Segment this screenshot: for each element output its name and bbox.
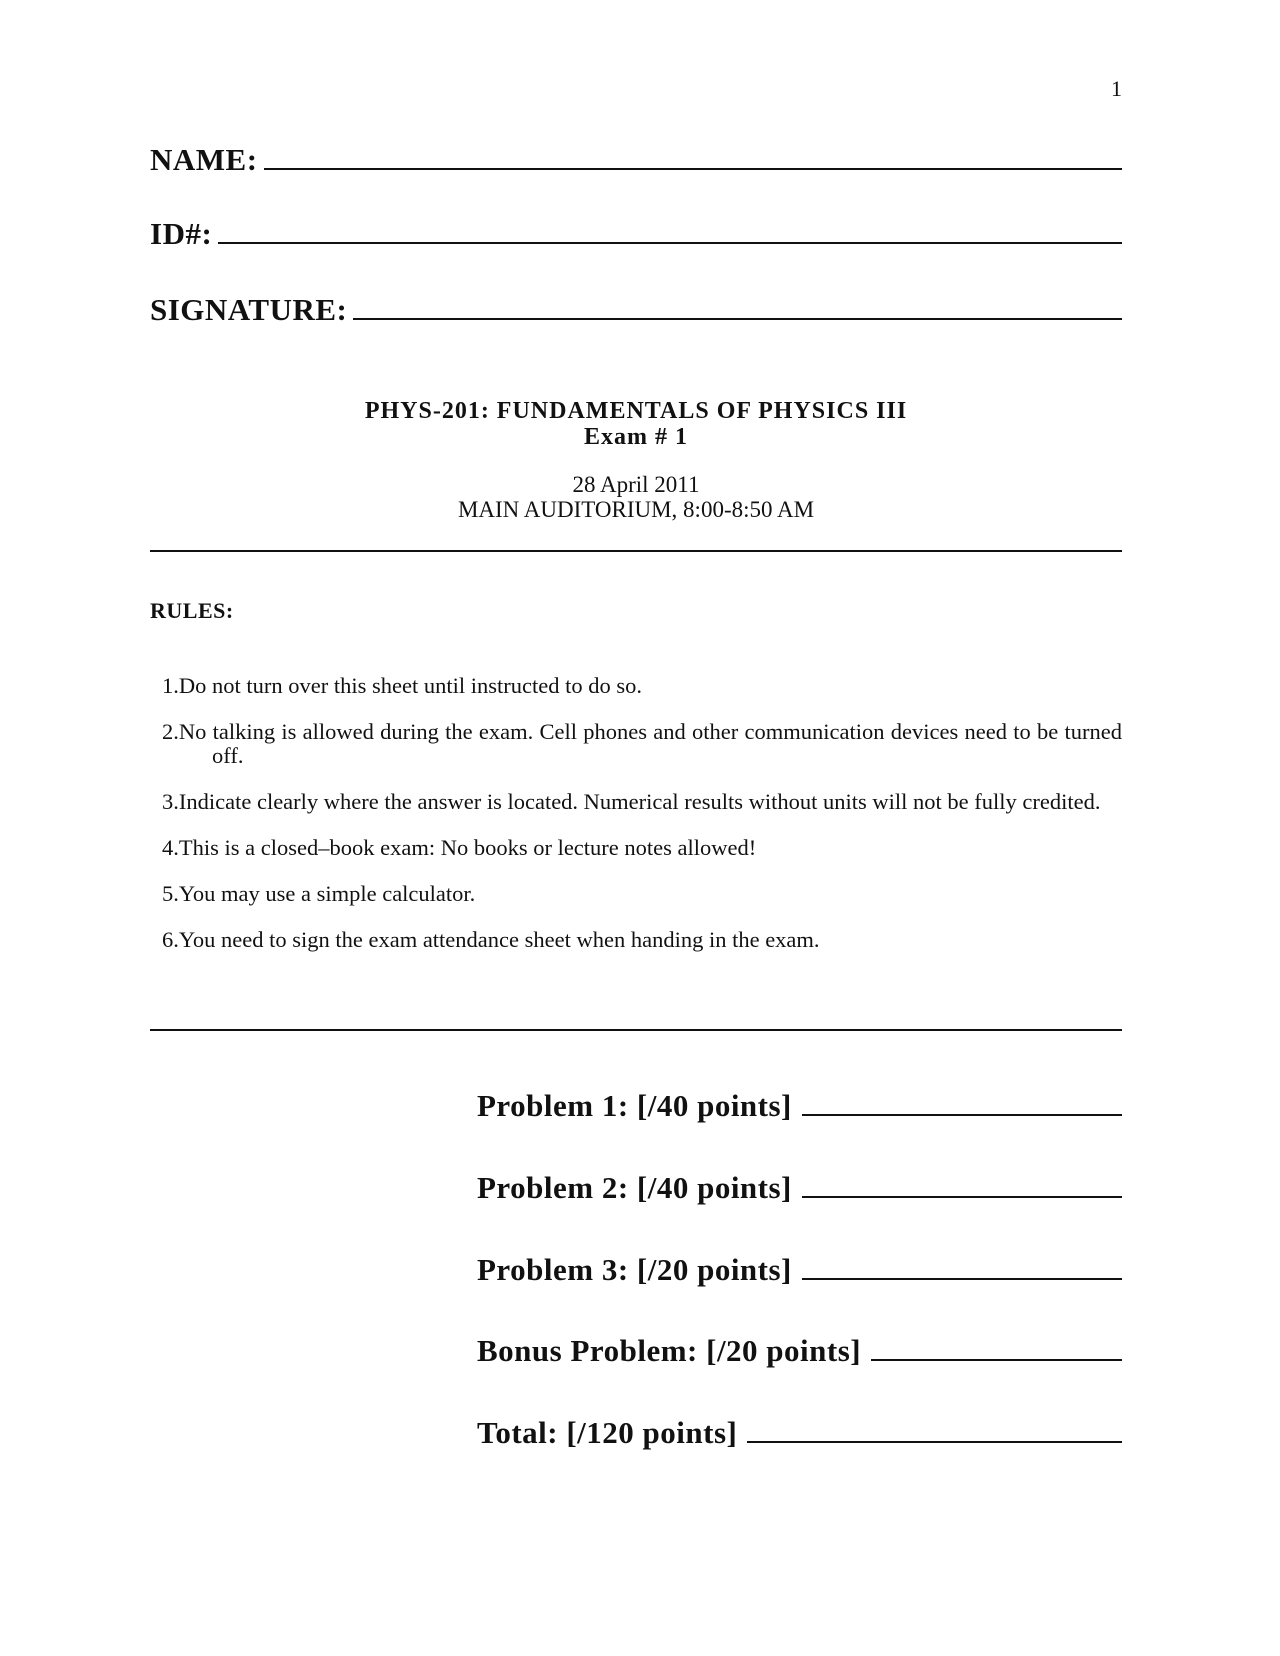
signature-field[interactable]: [150, 292, 1122, 328]
rules-heading: RULES:: [150, 598, 234, 623]
rule-item: [162, 836, 1122, 860]
score-problem-3-blank[interactable]: [802, 1278, 1122, 1280]
id-label: ID#:: [150, 216, 213, 251]
rule-text: This is a closed–book exam: No books or lecture notes allowed!: [178, 835, 757, 860]
rule-item: [162, 882, 1122, 906]
score-bonus-blank[interactable]: [871, 1359, 1122, 1361]
rule-number: 3.: [162, 789, 179, 814]
rule-text: Do not turn over this sheet until instructed to do so.: [178, 673, 642, 698]
rule-item: [162, 674, 1122, 698]
rule-text: You need to sign the exam attendance sheet when handing in the exam.: [178, 927, 820, 952]
rule-number: 2.: [162, 719, 179, 744]
page-number: 1: [1111, 76, 1122, 101]
divider-bottom: [150, 1029, 1122, 1031]
name-blank-line[interactable]: [264, 168, 1122, 170]
id-blank-line[interactable]: [218, 242, 1122, 244]
rule-text: No talking is allowed during the exam. Cell phones and other communication devices need to be turned off.: [178, 719, 1122, 768]
score-problem-2-label: Problem 2: [/40 points]: [477, 1170, 792, 1205]
score-total-label: Total: [/120 points]: [477, 1415, 738, 1450]
exam-location: MAIN AUDITORIUM, 8:00-8:50 AM: [457, 497, 815, 522]
id-field[interactable]: [150, 216, 1122, 252]
rule-text: Indicate clearly where the answer is located. Numerical results without units will not be fully credited.: [178, 789, 1101, 814]
score-problem-2-blank[interactable]: [802, 1196, 1122, 1198]
rule-text: You may use a simple calculator.: [178, 881, 476, 906]
rule-number: 4.: [162, 835, 179, 860]
score-problem-2[interactable]: [477, 1170, 1122, 1206]
score-problem-3-label: Problem 3: [/20 points]: [477, 1252, 792, 1287]
score-problem-1-blank[interactable]: [802, 1114, 1122, 1116]
rule-number: 1.: [162, 673, 179, 698]
rule-item: [162, 928, 1122, 952]
signature-label: SIGNATURE:: [150, 292, 348, 327]
score-bonus-label: Bonus Problem: [/20 points]: [477, 1333, 862, 1368]
rule-item: [162, 790, 1122, 814]
exam-title: Exam # 1: [584, 424, 688, 450]
course-title: PHYS-201: FUNDAMENTALS OF PHYSICS III: [364, 398, 908, 424]
score-problem-1-label: Problem 1: [/40 points]: [477, 1088, 792, 1123]
exam-date: 28 April 2011: [572, 472, 700, 497]
rule-number: 6.: [162, 927, 179, 952]
score-total-blank[interactable]: [747, 1441, 1122, 1443]
score-problem-3[interactable]: [477, 1252, 1122, 1288]
score-total[interactable]: [477, 1415, 1122, 1451]
rule-item: [162, 720, 1122, 768]
divider-top: [150, 550, 1122, 552]
score-bonus-problem[interactable]: [477, 1333, 1122, 1369]
rule-number: 5.: [162, 881, 179, 906]
exam-header: [150, 398, 1122, 522]
name-label: NAME:: [150, 142, 258, 177]
score-problem-1[interactable]: [477, 1088, 1122, 1124]
rules-list: [162, 674, 1122, 974]
signature-blank-line[interactable]: [353, 318, 1122, 320]
name-field[interactable]: [150, 142, 1122, 178]
